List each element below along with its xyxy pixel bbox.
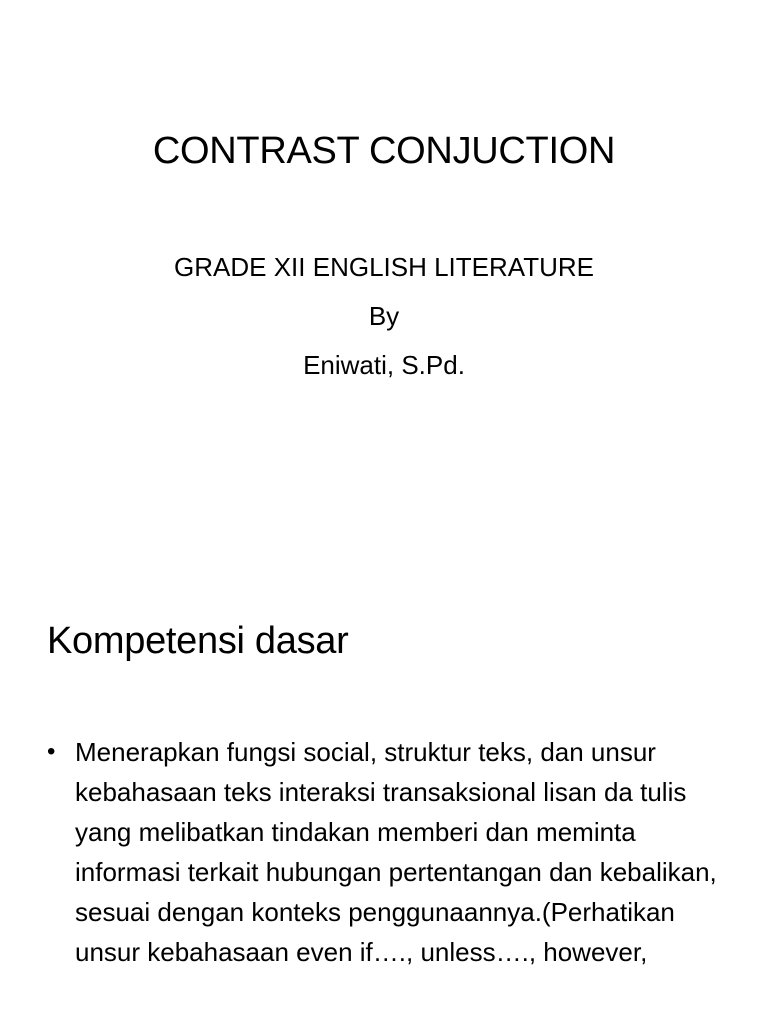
bullet-text: Menerapkan fungsi social, struktur teks, dan unsur kebahasaan teks interaksi transaksional lisan da tulis yang melibatkan tindakan memberi dan meminta informasi terkait hubungan pertentangan dan kebalikan, sesuai dengan konteks penggunaannya.(Perhatikan unsur kebahasaan even if…., unless…., however, bbox=[75, 737, 717, 967]
content-slide bbox=[0, 576, 768, 1024]
slide-heading: Kompetensi dasar bbox=[47, 620, 349, 662]
slide-title: CONTRAST CONJUCTION bbox=[152, 130, 616, 172]
subtitle-grade: GRADE XII ENGLISH LITERATURE bbox=[174, 252, 594, 282]
bullet-list bbox=[47, 732, 737, 972]
subtitle-author: Eniwati, S.Pd. bbox=[303, 350, 465, 380]
bullet-item bbox=[47, 732, 737, 972]
subtitle-by: By bbox=[368, 301, 400, 331]
bullet-icon: • bbox=[47, 738, 56, 765]
slide-subtitle bbox=[0, 243, 768, 390]
